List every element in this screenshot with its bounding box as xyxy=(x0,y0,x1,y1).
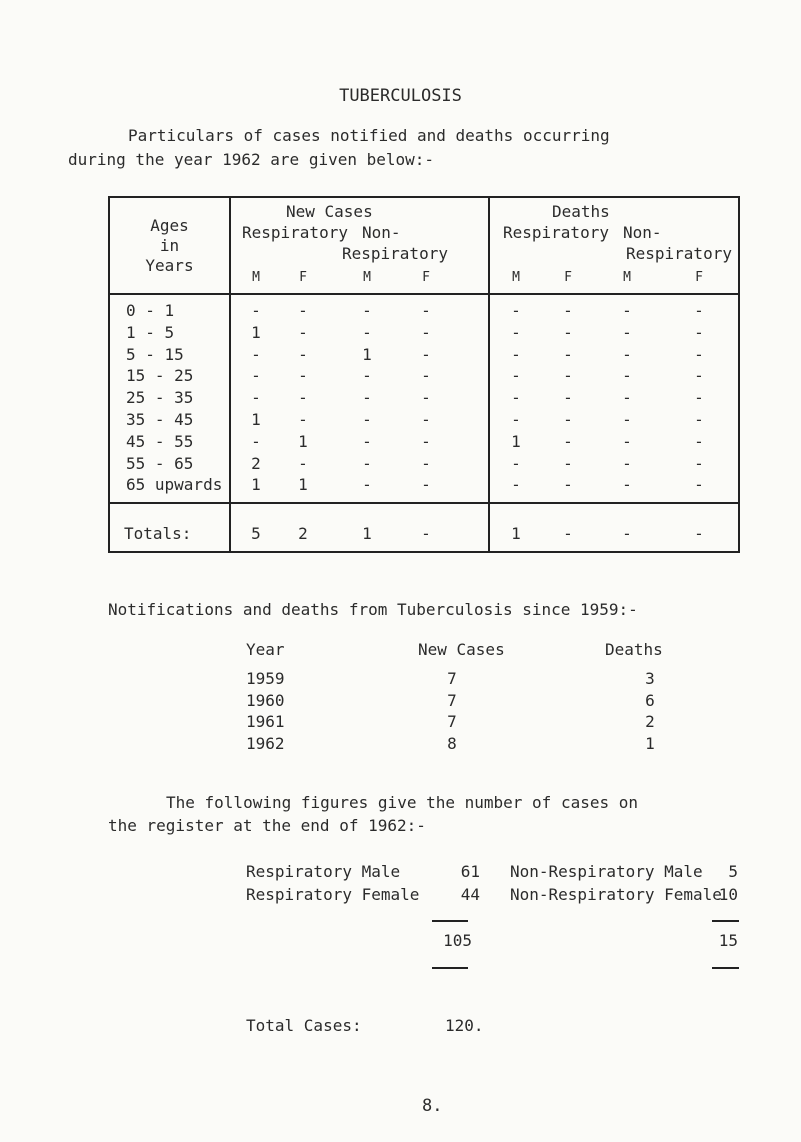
header-deaths-respiratory: Respiratory xyxy=(503,223,609,242)
nonresp-male-label: Non-Respiratory Male xyxy=(510,862,703,881)
table-cell: 1 xyxy=(298,431,308,451)
header-new-non-respiratory: Respiratory xyxy=(342,244,448,263)
subheader-new-f: F xyxy=(422,270,430,285)
totals-cell: - xyxy=(622,524,632,543)
subheader-new-f: F xyxy=(299,270,307,285)
totals-cell: 2 xyxy=(298,524,308,543)
table-cell: - xyxy=(563,388,573,408)
header-in: in xyxy=(159,236,180,255)
table-top-border xyxy=(108,196,740,198)
table-cell: - xyxy=(511,322,521,342)
table-cell: - xyxy=(511,366,521,386)
total-cases-value: 120. xyxy=(445,1016,484,1035)
table-cell: - xyxy=(622,301,632,320)
table-cell: - xyxy=(298,301,308,320)
table-cell: - xyxy=(563,366,573,386)
table-cell: - xyxy=(563,431,573,451)
table-cell: - xyxy=(251,344,261,364)
table-cell: 1 xyxy=(511,431,521,451)
totals-cell: - xyxy=(421,524,431,543)
notifications-header-deaths: Deaths xyxy=(605,640,663,659)
table-cell: - xyxy=(251,366,261,386)
subheader-deaths-f: F xyxy=(695,270,703,285)
table-cell: - xyxy=(251,301,261,320)
table-cell: - xyxy=(421,410,431,429)
table-cell: - xyxy=(622,344,632,364)
header-new-respiratory: Respiratory xyxy=(242,223,348,242)
table-cell: - xyxy=(298,366,308,386)
table-cell: - xyxy=(622,410,632,429)
table-cell: - xyxy=(421,431,431,451)
total-cases-label: Total Cases: xyxy=(246,1016,362,1035)
register-line-1: The following figures give the number of cases on xyxy=(166,793,639,812)
age-range-label: 45 - 55 xyxy=(126,431,194,451)
notifications-header-new-cases: New Cases xyxy=(418,640,505,659)
table-divider-deaths xyxy=(488,196,490,553)
totals-cell: 5 xyxy=(251,524,261,543)
table-cell: - xyxy=(362,410,372,429)
table-cell: - xyxy=(362,431,372,451)
table-cell: - xyxy=(622,366,632,386)
table-cell: - xyxy=(563,344,573,364)
nonresp-female-label: Non-Respiratory Female xyxy=(510,885,722,904)
header-deaths: Deaths xyxy=(552,202,610,221)
table-cell: - xyxy=(362,475,372,495)
table-cell: - xyxy=(511,410,521,429)
table-cell: - xyxy=(298,344,308,364)
notifications-year-cell: 1962 xyxy=(246,733,285,753)
nonresp-sum-rule-top xyxy=(712,920,739,922)
table-cell: - xyxy=(362,453,372,473)
table-cell: - xyxy=(694,388,704,408)
age-range-label: 55 - 65 xyxy=(126,453,194,473)
age-range-label: 15 - 25 xyxy=(126,366,194,386)
intro-line-1: Particulars of cases notified and deaths occurring xyxy=(128,126,610,145)
table-cell: - xyxy=(251,431,261,451)
intro-line-2: during the year 1962 are given below:- xyxy=(68,150,435,169)
table-cell: - xyxy=(421,388,431,408)
table-cell: 1 xyxy=(251,322,261,342)
totals-cell: 1 xyxy=(511,524,521,543)
resp-female-value: 44 xyxy=(460,885,480,904)
nonresp-sum-rule-bottom xyxy=(712,967,739,969)
table-cell: 1 xyxy=(251,475,261,495)
notifications-deaths-cell: 2 xyxy=(645,712,655,731)
subheader-new-m: M xyxy=(252,270,260,285)
page-title: TUBERCULOSIS xyxy=(339,86,462,106)
table-cell: - xyxy=(694,344,704,364)
totals-cell: 1 xyxy=(362,524,372,543)
table-divider-ages xyxy=(229,196,231,553)
table-cell: - xyxy=(694,301,704,320)
subheader-deaths-m: M xyxy=(623,270,631,285)
register-line-2: the register at the end of 1962:- xyxy=(108,816,426,835)
notifications-deaths-cell: 1 xyxy=(645,733,655,753)
table-cell: - xyxy=(421,453,431,473)
table-cell: - xyxy=(298,453,308,473)
age-range-label: 35 - 45 xyxy=(126,410,194,429)
subheader-new-m: M xyxy=(363,270,371,285)
resp-female-label: Respiratory Female xyxy=(246,885,420,904)
header-new-non: Non- xyxy=(362,223,401,242)
table-cell: 1 xyxy=(251,410,261,429)
table-cell: - xyxy=(362,366,372,386)
header-deaths-non-respiratory: Respiratory xyxy=(626,244,732,263)
table-cell: - xyxy=(511,301,521,320)
table-cell: - xyxy=(362,388,372,408)
resp-total: 105 xyxy=(443,931,472,950)
header-deaths-non: Non- xyxy=(623,223,662,242)
table-cell: - xyxy=(362,301,372,320)
table-cell: - xyxy=(421,322,431,342)
table-cell: - xyxy=(421,344,431,364)
table-right-border xyxy=(738,196,740,553)
notifications-new-cases-cell: 7 xyxy=(447,669,457,688)
table-cell: - xyxy=(622,322,632,342)
table-cell: - xyxy=(694,453,704,473)
table-cell: 2 xyxy=(251,453,261,473)
resp-male-value: 61 xyxy=(460,862,480,881)
notifications-deaths-cell: 6 xyxy=(645,690,655,710)
page-number: 8. xyxy=(422,1096,443,1116)
header-new-cases: New Cases xyxy=(286,202,373,221)
table-cell: - xyxy=(298,322,308,342)
notifications-year-cell: 1961 xyxy=(246,712,285,731)
table-cell: - xyxy=(622,431,632,451)
totals-cell: - xyxy=(563,524,573,543)
notifications-new-cases-cell: 7 xyxy=(447,690,457,710)
table-cell: - xyxy=(421,366,431,386)
header-ages: Ages xyxy=(150,216,189,235)
subheader-deaths-m: M xyxy=(512,270,520,285)
totals-label: Totals: xyxy=(124,524,192,543)
nonresp-total: 15 xyxy=(718,931,738,950)
table-cell: - xyxy=(298,388,308,408)
notifications-year-cell: 1959 xyxy=(246,669,285,688)
table-cell: - xyxy=(511,475,521,495)
notifications-year-cell: 1960 xyxy=(246,690,285,710)
table-cell: - xyxy=(298,410,308,429)
table-cell: 1 xyxy=(362,344,372,364)
notifications-deaths-cell: 3 xyxy=(645,669,655,688)
table-totals-border xyxy=(108,502,740,504)
table-cell: - xyxy=(563,475,573,495)
table-cell: - xyxy=(694,475,704,495)
table-cell: - xyxy=(251,388,261,408)
totals-cell: - xyxy=(694,524,704,543)
table-bottom-border xyxy=(108,551,740,553)
notifications-header-year: Year xyxy=(246,640,285,659)
age-range-label: 1 - 5 xyxy=(126,322,175,342)
table-cell: - xyxy=(421,301,431,320)
table-cell: - xyxy=(694,410,704,429)
header-years: Years xyxy=(145,256,194,275)
table-cell: - xyxy=(622,475,632,495)
table-cell: - xyxy=(511,453,521,473)
table-cell: - xyxy=(563,301,573,320)
table-cell: - xyxy=(511,388,521,408)
resp-sum-rule-top xyxy=(432,920,468,922)
table-cell: - xyxy=(563,410,573,429)
table-cell: - xyxy=(622,453,632,473)
table-cell: - xyxy=(694,431,704,451)
age-range-label: 25 - 35 xyxy=(126,388,194,408)
resp-male-label: Respiratory Male xyxy=(246,862,401,881)
age-range-label: 5 - 15 xyxy=(126,344,184,364)
notifications-new-cases-cell: 7 xyxy=(447,712,457,731)
table-cell: 1 xyxy=(298,475,308,495)
age-range-label: 0 - 1 xyxy=(126,301,175,320)
notifications-new-cases-cell: 8 xyxy=(447,733,457,753)
table-cell: - xyxy=(622,388,632,408)
table-header-border xyxy=(108,293,740,295)
table-cell: - xyxy=(563,322,573,342)
table-cell: - xyxy=(421,475,431,495)
table-cell: - xyxy=(694,366,704,386)
resp-sum-rule-bottom xyxy=(432,967,468,969)
notifications-heading: Notifications and deaths from Tuberculosis since 1959:- xyxy=(108,600,638,619)
table-cell: - xyxy=(694,322,704,342)
nonresp-male-value: 5 xyxy=(728,862,738,881)
table-cell: - xyxy=(362,322,372,342)
nonresp-female-value: 10 xyxy=(718,885,738,904)
subheader-deaths-f: F xyxy=(564,270,572,285)
table-cell: - xyxy=(563,453,573,473)
age-range-label: 65 upwards xyxy=(126,475,223,495)
table-cell: - xyxy=(511,344,521,364)
